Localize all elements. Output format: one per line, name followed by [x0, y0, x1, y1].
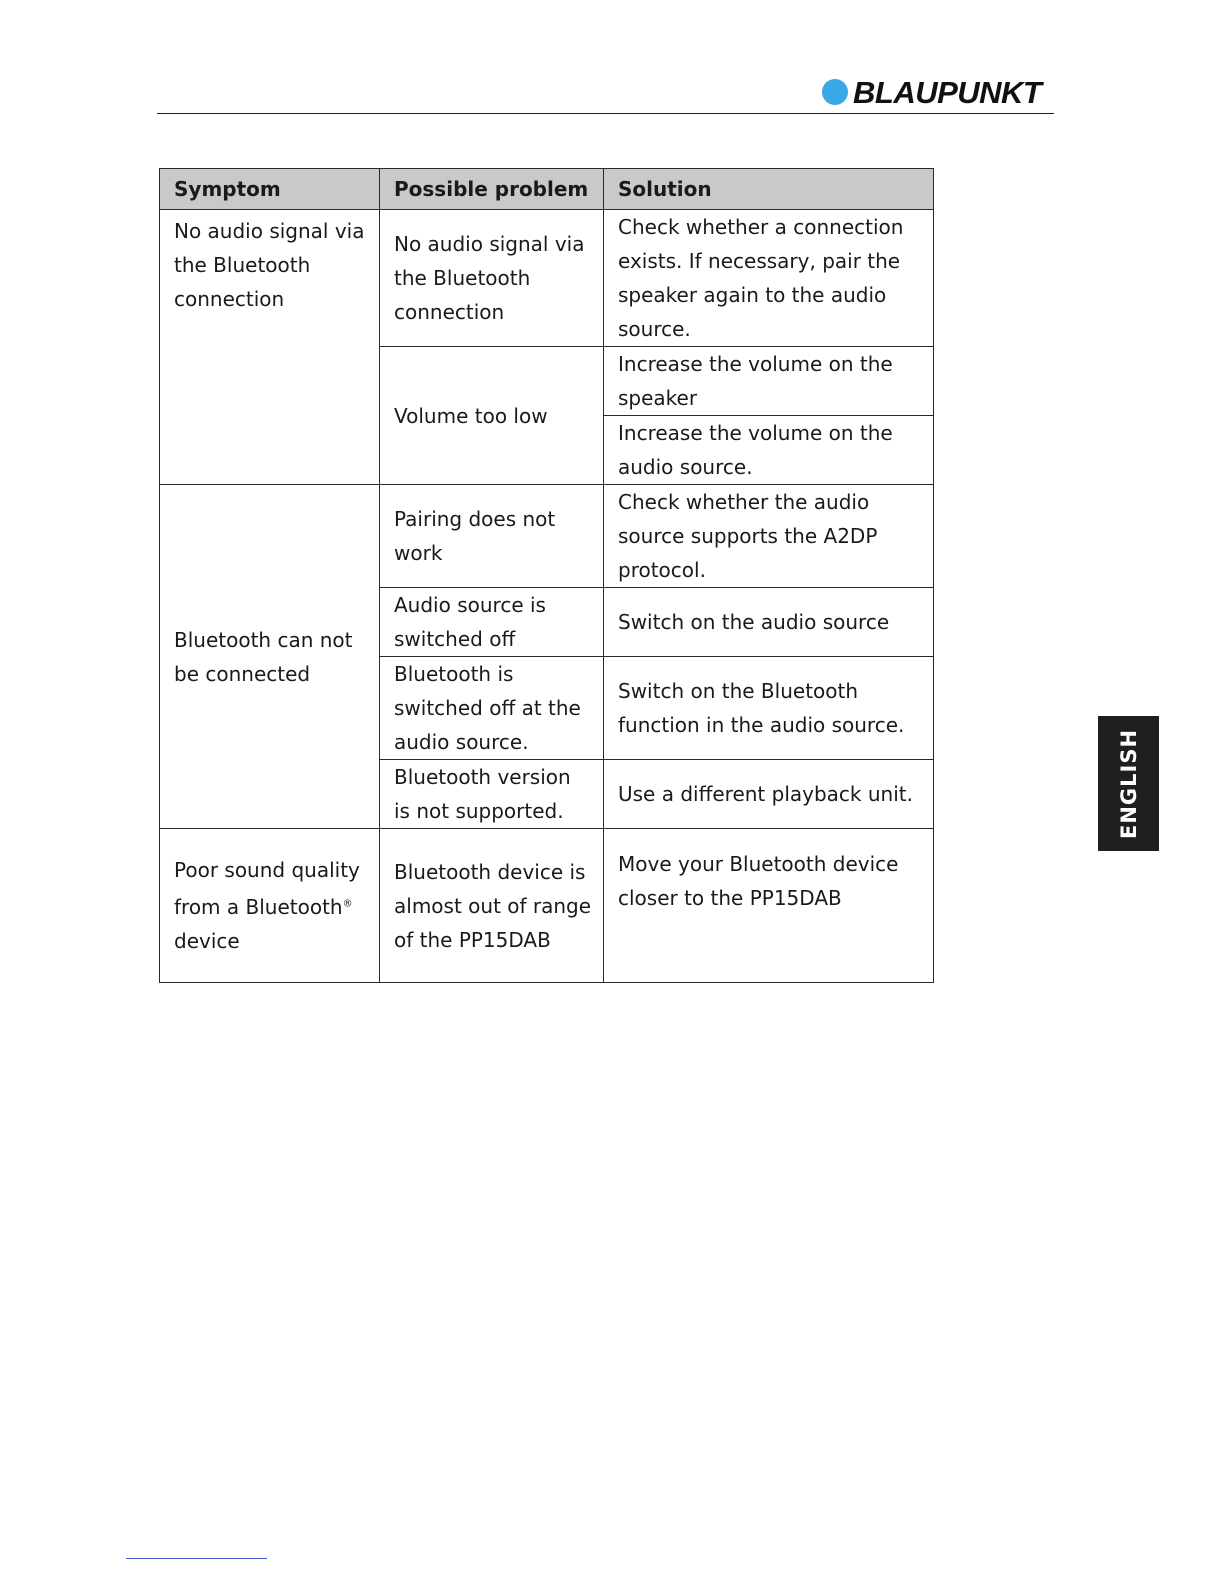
problem-cell — [380, 210, 604, 347]
table-row — [160, 829, 934, 983]
problem-text: Pairing does not work — [394, 507, 556, 565]
table-row — [160, 210, 934, 347]
symptom-cell — [160, 210, 380, 485]
symptom-text: Bluetooth can not be connected — [174, 627, 353, 686]
problem-text: No audio signal via the Bluetooth connection — [394, 232, 585, 324]
solution-cell — [604, 416, 934, 485]
problem-cell — [380, 760, 604, 829]
solution-cell — [604, 657, 934, 760]
symptom-cell — [160, 829, 380, 983]
symptom-cell — [160, 485, 380, 829]
problem-cell — [380, 347, 604, 485]
solution-text: Check whether the audio source supports the A2DP protocol. — [618, 490, 878, 582]
header-solution: Solution — [604, 169, 934, 210]
solution-text: Switch on the audio source — [618, 610, 890, 634]
solution-cell — [604, 347, 934, 416]
brand-dot-icon — [822, 79, 848, 105]
footer-divider — [126, 1558, 267, 1559]
solution-cell — [604, 210, 934, 347]
solution-text: Increase the volume on the audio source. — [618, 421, 893, 479]
solution-text: Increase the volume on the speaker — [618, 352, 893, 410]
solution-text: Use a different playback unit. — [618, 782, 913, 806]
symptom-text: No audio signal via the Bluetooth connection — [174, 219, 365, 311]
problem-cell — [380, 588, 604, 657]
language-tab — [1098, 716, 1159, 851]
problem-cell — [380, 829, 604, 983]
solution-cell — [604, 829, 934, 983]
solution-cell — [604, 588, 934, 657]
solution-text: Move your Bluetooth device closer to the PP15DAB — [618, 852, 899, 910]
symptom-text-main: Poor sound quality from a Bluetooth® device — [174, 858, 360, 953]
problem-text: Bluetooth version is not supported. — [394, 765, 571, 823]
table-row — [160, 485, 934, 588]
brand-logo — [822, 74, 1041, 110]
problem-text: Audio source is switched off — [394, 593, 546, 651]
solution-cell — [604, 485, 934, 588]
problem-cell — [380, 657, 604, 760]
table-header-row — [160, 169, 934, 210]
brand-name: BLAUPUNKT — [853, 74, 1042, 110]
language-tab-label: ENGLISH — [1116, 728, 1141, 839]
header-divider — [157, 113, 1054, 114]
problem-cell — [380, 485, 604, 588]
solution-text: Switch on the Bluetooth function in the audio source. — [618, 679, 905, 737]
solution-cell — [604, 760, 934, 829]
problem-text: Bluetooth is switched off at the audio source. — [394, 662, 581, 754]
problem-text: Volume too low — [394, 403, 548, 428]
registered-mark: ® — [342, 898, 353, 910]
solution-text: Check whether a connection exists. If necessary, pair the speaker again to the audio source. — [618, 215, 904, 341]
header-possible-problem: Possible problem — [380, 169, 604, 210]
troubleshooting-table — [159, 168, 934, 983]
header-symptom: Symptom — [160, 169, 380, 210]
problem-text: Bluetooth device is almost out of range of the PP15DAB — [394, 859, 592, 952]
symptom-text — [174, 853, 369, 958]
